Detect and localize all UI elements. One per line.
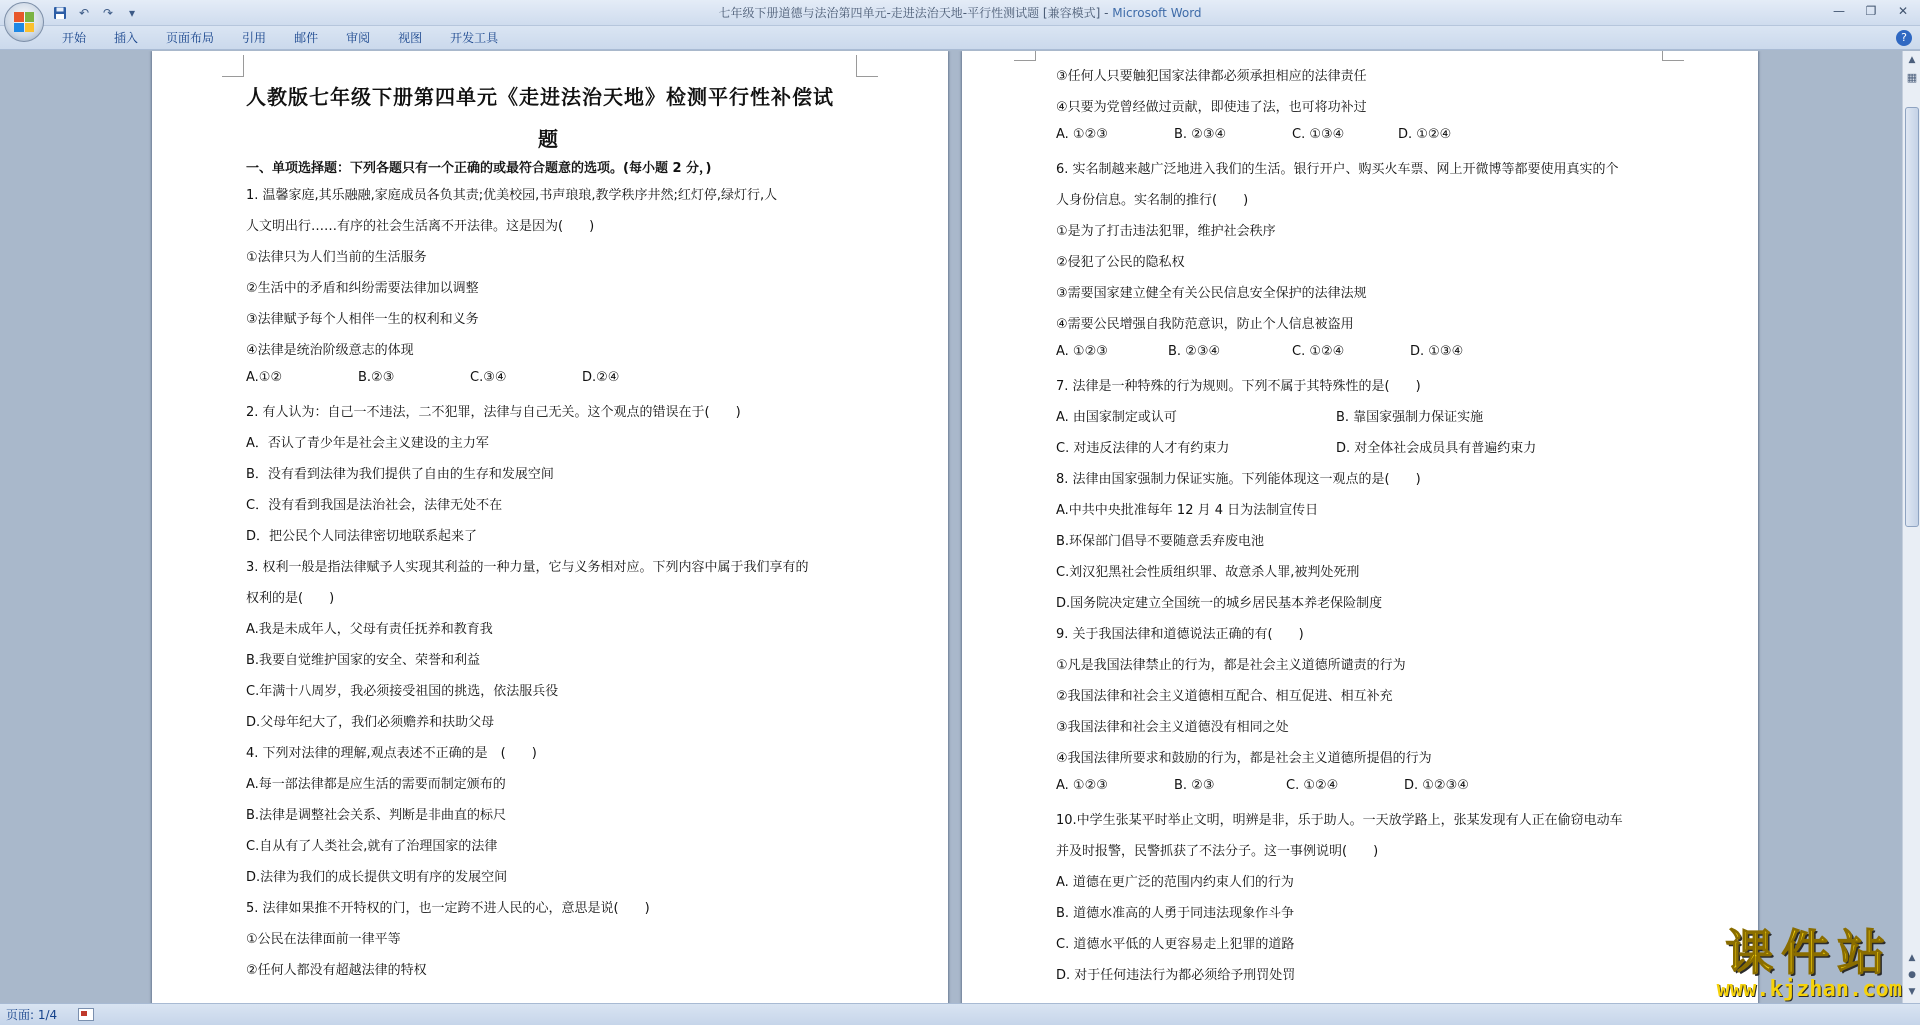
text-line: 3. 权利一般是指法律赋予人实现其利益的一种力量，它与义务相对应。下列内容中属于我们享有的 (246, 560, 809, 575)
text-line: 并及时报警，民警抓获了不法分子。这一事例说明( ) (1056, 844, 1379, 859)
minimize-icon[interactable]: — (1833, 4, 1845, 18)
text-line: B.法律是调整社会关系、判断是非曲直的标尺 (246, 808, 507, 823)
option: D. ①②④ (1398, 127, 1452, 142)
option: B. ②③④ (1174, 127, 1227, 142)
office-logo-icon (14, 12, 34, 32)
text-line: ②侵犯了公民的隐私权 (1056, 255, 1185, 270)
option: D. ①②③④ (1404, 778, 1469, 793)
document-page-1[interactable] (152, 51, 948, 1003)
document-area (0, 51, 1902, 1003)
text-line: C.刘汉犯黑社会性质组织罪、故意杀人罪,被判处死刑 (1056, 565, 1360, 580)
text-line: 2. 有人认为：自己一不违法，二不犯罪，法律与自己无关。这个观点的错误在于( ) (246, 405, 741, 420)
ribbon-tab-bar (0, 26, 1920, 50)
text-line: ④我国法律所要求和鼓励的行为，都是社会主义道德所提倡的行为 (1056, 751, 1432, 766)
vertical-scrollbar[interactable] (1902, 51, 1920, 1003)
option: D.②④ (582, 370, 620, 385)
text-line: ③法律赋予每个人相伴一生的权利和义务 (246, 312, 479, 327)
text-line: 9. 关于我国法律和道德说法正确的有( ) (1056, 627, 1304, 642)
text-line: 6. 实名制越来越广泛地进入我们的生活。银行开户、购买火车票、网上开微博等都要使用真实的个 (1056, 162, 1619, 177)
text-line: ④需要公民增强自我防范意识，防止个人信息被盗用 (1056, 317, 1354, 332)
tab-page-layout[interactable]: 页面布局 (166, 31, 215, 45)
tab-mailings[interactable]: 邮件 (294, 31, 319, 45)
text-line: B．没有看到法律为我们提供了自由的生存和发展空间 (246, 467, 554, 482)
text-line: C. 道德水平低的人更容易走上犯罪的道路 (1056, 937, 1295, 952)
text-line: B.我要自觉维护国家的安全、荣誉和利益 (246, 653, 481, 668)
option: C.③④ (470, 370, 507, 385)
crop-mark (222, 55, 244, 77)
text-line: B. 道德水准高的人勇于同违法现象作斗争 (1056, 906, 1295, 921)
text-line: ①公民在法律面前一律平等 (246, 932, 401, 947)
section-heading: 一、单项选择题：下列各题只有一个正确的或最符合题意的选项。(每小题 2 分，) (246, 161, 712, 176)
text-line: ②我国法律和社会主义道德相互配合、相互促进、相互补充 (1056, 689, 1393, 704)
option: A. ①②③ (1056, 344, 1108, 359)
crop-mark (1014, 51, 1036, 61)
text-line: 7. 法律是一种特殊的行为规则。下列不属于其特殊性的是( ) (1056, 379, 1421, 394)
text-line: A. 道德在更广泛的范围内约束人们的行为 (1056, 875, 1294, 890)
text-line: A.我是未成年人，父母有责任抚养和教育我 (246, 622, 493, 637)
window-title (0, 0, 1920, 26)
app-name: Microsoft Word (1112, 6, 1202, 20)
answer-options (1056, 344, 1463, 359)
macro-recording-icon[interactable] (78, 1008, 94, 1021)
save-icon[interactable] (50, 4, 70, 22)
doc-heading-line-2: 题 (538, 127, 559, 151)
help-icon[interactable]: ? (1896, 30, 1912, 46)
option: D. 对全体社会成员具有普遍约束力 (1336, 441, 1537, 456)
option: C. ①②④ (1286, 778, 1339, 793)
chevron-down-icon[interactable]: ▾ (128, 6, 136, 20)
answer-options (1056, 778, 1469, 793)
option: C. ①②④ (1292, 344, 1345, 359)
text-line: B.环保部门倡导不要随意丢弃废电池 (1056, 534, 1265, 549)
text-line: 4. 下列对法律的理解,观点表述不正确的是 ( ) (246, 746, 537, 761)
window-controls (1826, 0, 1916, 22)
text-line: D．把公民个人同法律密切地联系起来了 (246, 529, 478, 544)
option: A. 由国家制定或认可 (1056, 410, 1177, 425)
text-line: ②任何人都没有超越法律的特权 (246, 963, 427, 978)
watermark-url: www.kjzhan.com (1716, 977, 1902, 1002)
answer-options (1056, 406, 1483, 425)
text-line: C．没有看到我国是法治社会，法律无处不在 (246, 498, 503, 513)
ribbon-tabs (48, 26, 512, 50)
scroll-nav-buttons (1905, 951, 1919, 999)
option: D. ①③④ (1410, 344, 1464, 359)
answer-options (1056, 437, 1536, 456)
office-button[interactable] (4, 2, 44, 42)
crop-mark (856, 55, 878, 77)
answer-options (246, 370, 619, 385)
redo-icon[interactable]: ↷ (102, 6, 114, 20)
option: C. 对违反法律的人才有约束力 (1056, 441, 1230, 456)
text-line: D. 对于任何违法行为都必须给予刑罚处罚 (1056, 968, 1296, 983)
text-line: ②生活中的矛盾和纠纷需要法律加以调整 (246, 281, 479, 296)
option: C. ①③④ (1292, 127, 1345, 142)
text-line: 5. 法律如果推不开特权的门，也一定跨不进人民的心，意思是说( ) (246, 901, 650, 916)
text-line: D.父母年纪大了，我们必须赡养和扶助父母 (246, 715, 495, 730)
tab-developer[interactable]: 开发工具 (450, 31, 499, 45)
page-count[interactable]: 页面: 1/4 (6, 1008, 58, 1022)
option: B. 靠国家强制力保证实施 (1336, 410, 1484, 425)
text-line: A．否认了青少年是社会主义建设的主力军 (246, 436, 489, 451)
scroll-thumb[interactable] (1905, 107, 1919, 527)
text-line: C.年满十八周岁，我必须接受祖国的挑选，依法服兵役 (246, 684, 559, 699)
text-line: 8. 法律由国家强制力保证实施。下列能体现这一观点的是( ) (1056, 472, 1421, 487)
text-line: ①是为了打击违法犯罪，维护社会秩序 (1056, 224, 1276, 239)
tab-insert[interactable]: 插入 (114, 31, 139, 45)
option: B. ②③④ (1168, 344, 1221, 359)
answer-options (1056, 127, 1451, 142)
text-line: C.自从有了人类社会,就有了治理国家的法律 (246, 839, 498, 854)
tab-home[interactable]: 开始 (62, 31, 87, 45)
text-line: D.国务院决定建立全国统一的城乡居民基本养老保险制度 (1056, 596, 1383, 611)
option: B.②③ (358, 370, 395, 385)
option: A. ①②③ (1056, 778, 1108, 793)
doc-heading-line-1: 人教版七年级下册第四单元《走进法治天地》检测平行性补偿试 (246, 85, 834, 109)
document-name: 七年级下册道德与法治第四单元-走进法治天地-平行性测试题 [兼容模式] (718, 6, 1101, 20)
tab-view[interactable]: 视图 (398, 31, 423, 45)
site-watermark (1716, 925, 1902, 1002)
text-line: 人文明出行……有序的社会生活离不开法律。这是因为( ) (246, 219, 595, 234)
text-line: 1. 温馨家庭,其乐融融,家庭成员各负其责;优美校园,书声琅琅,教学秩序井然;红灯停,绿灯行,人 (246, 188, 778, 203)
next-page-icon[interactable]: ▼ (1908, 987, 1916, 997)
tab-review[interactable]: 审阅 (346, 31, 371, 45)
text-line: 10.中学生张某平时举止文明，明辨是非，乐于助人。一天放学路上，张某发现有人正在偷窃电动车 (1056, 813, 1623, 828)
text-line: D.法律为我们的成长提供文明有序的发展空间 (246, 870, 508, 885)
text-line: ④法律是统治阶级意志的体现 (246, 343, 414, 358)
scroll-up-icon[interactable]: ▲ (1908, 55, 1916, 65)
tab-references[interactable]: 引用 (242, 31, 267, 45)
option: A.①② (246, 370, 283, 385)
text-line: ③我国法律和社会主义道德没有相同之处 (1056, 720, 1289, 735)
restore-icon[interactable]: ❐ (1865, 4, 1877, 18)
text-line: A.中共中央批准每年 12 月 4 日为法制宣传日 (1056, 503, 1319, 518)
quick-access-toolbar (50, 3, 142, 23)
undo-icon[interactable]: ↶ (78, 6, 90, 20)
ruler-toggle-icon[interactable]: ▦ (1906, 71, 1918, 84)
text-line: ③需要国家建立健全有关公民信息安全保护的法律法规 (1056, 286, 1367, 301)
document-page-2[interactable] (962, 51, 1758, 1003)
select-browse-object-icon[interactable]: ● (1908, 970, 1916, 980)
text-line: 权利的是( ) (246, 591, 335, 606)
title-separator: - (1100, 6, 1113, 20)
option: A. ①②③ (1056, 127, 1108, 142)
text-line: ①凡是我国法律禁止的行为，都是社会主义道德所谴责的行为 (1056, 658, 1406, 673)
text-line: A.每一部法律都是应生活的需要而制定颁布的 (246, 777, 506, 792)
text-line: ④只要为党曾经做过贡献，即使违了法，也可将功补过 (1056, 100, 1367, 115)
text-line: ①法律只为人们当前的生活服务 (246, 250, 427, 265)
crop-mark (1662, 51, 1684, 61)
status-bar (0, 1003, 1920, 1025)
text-line: ③任何人只要触犯国家法律都必须承担相应的法律责任 (1056, 69, 1367, 84)
previous-page-icon[interactable]: ▲ (1908, 953, 1916, 963)
text-line: 人身份信息。实名制的推行( ) (1056, 193, 1249, 208)
option: B. ②③ (1174, 778, 1215, 793)
close-icon[interactable]: ✕ (1897, 4, 1909, 18)
watermark-text: 课件站 (1725, 925, 1894, 981)
title-bar (0, 0, 1920, 26)
